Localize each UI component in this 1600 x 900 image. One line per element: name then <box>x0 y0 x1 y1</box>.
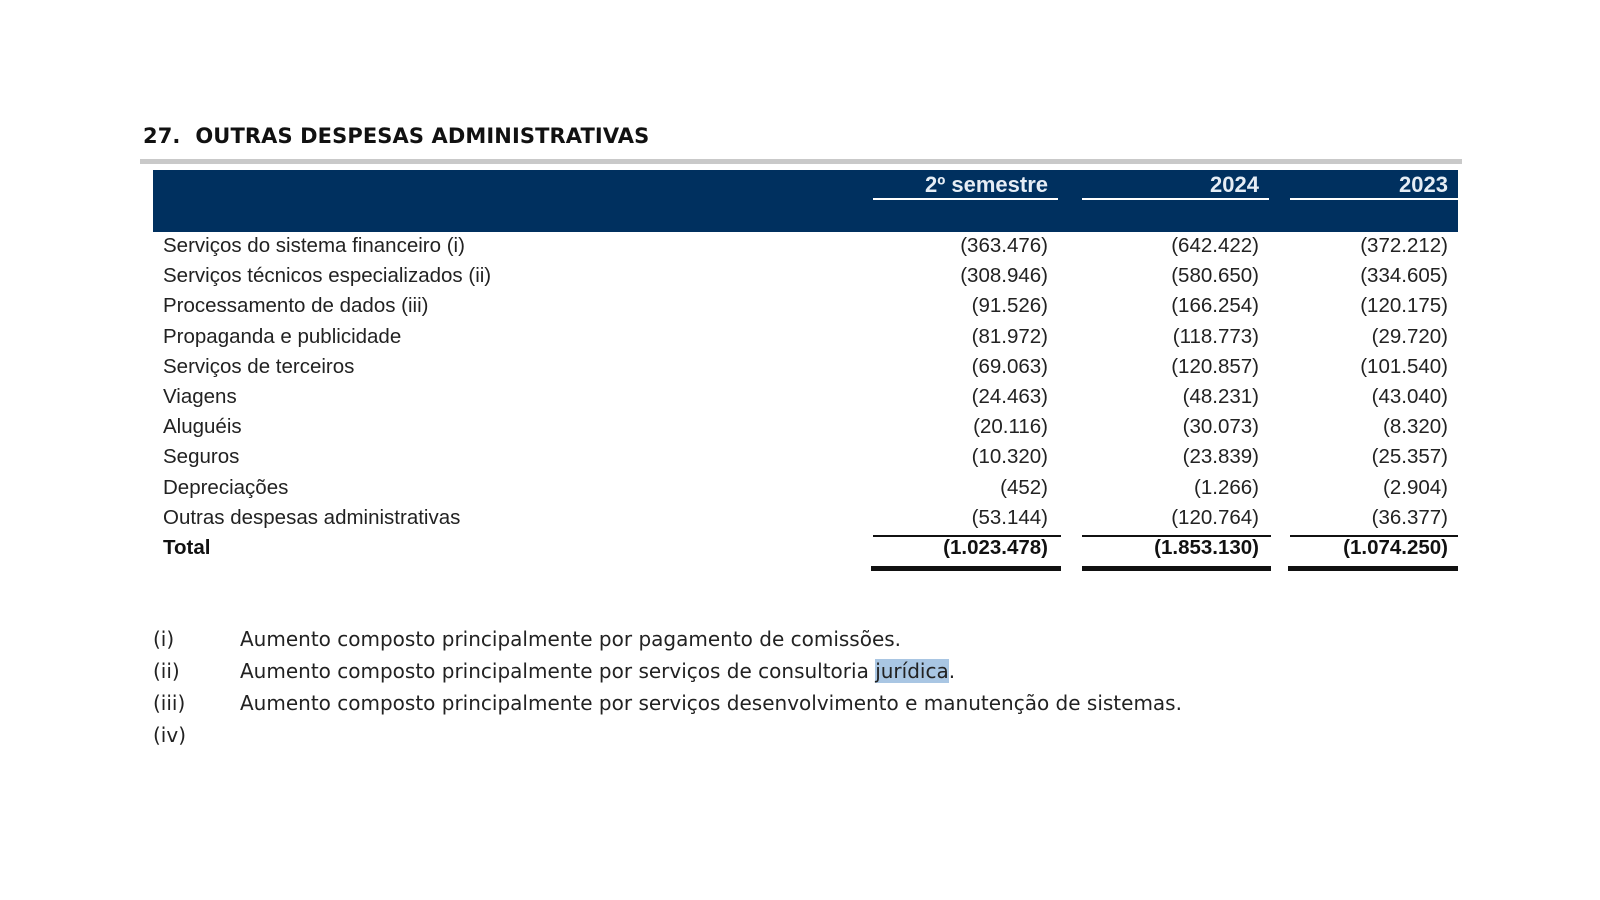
total-double-rule-col2 <box>1082 566 1271 571</box>
row-value: (334.605) <box>1360 264 1448 287</box>
row-value: (30.073) <box>1182 415 1259 438</box>
row-label: Serviços de terceiros <box>163 355 355 378</box>
total-value: (1.853.130) <box>1154 536 1259 559</box>
row-value: (308.946) <box>960 264 1048 287</box>
footnote-mark: (iii) <box>153 691 186 715</box>
row-value: (166.254) <box>1171 294 1259 317</box>
row-value: (53.144) <box>971 506 1048 529</box>
table-row <box>163 383 1459 411</box>
column-header-2023: 2023 <box>1290 172 1458 200</box>
row-value: (8.320) <box>1383 415 1448 438</box>
total-label: Total <box>163 536 211 559</box>
table-row <box>163 292 1459 320</box>
footnote-text-end: . <box>948 659 956 683</box>
row-label: Seguros <box>163 445 240 468</box>
footnote-text: Aumento composto principalmente por serviços de consultoria <box>240 659 876 683</box>
row-value: (120.764) <box>1171 506 1259 529</box>
row-label: Outras despesas administrativas <box>163 506 461 529</box>
row-label: Aluguéis <box>163 415 242 438</box>
row-value: (1.266) <box>1194 476 1259 499</box>
subtotal-rule-col1 <box>873 535 1061 537</box>
row-value: (580.650) <box>1171 264 1259 287</box>
row-value: (36.377) <box>1371 506 1448 529</box>
row-value: (25.357) <box>1371 445 1448 468</box>
table-total-row <box>163 534 1459 562</box>
table-row <box>163 413 1459 441</box>
row-label: Propaganda e publicidade <box>163 325 402 348</box>
row-value: (10.320) <box>971 445 1048 468</box>
footnote-mark: (ii) <box>153 659 180 683</box>
total-double-rule-col3 <box>1288 566 1458 571</box>
footnote-iii <box>153 688 1253 718</box>
total-value: (1.023.478) <box>943 536 1048 559</box>
row-value: (91.526) <box>971 294 1048 317</box>
section-title <box>143 124 649 148</box>
row-value: (24.463) <box>971 385 1048 408</box>
row-value: (101.540) <box>1360 355 1448 378</box>
row-label: Processamento de dados (iii) <box>163 294 429 317</box>
subtotal-rule-col3 <box>1290 535 1458 537</box>
row-value: (118.773) <box>1172 325 1259 348</box>
row-value: (642.422) <box>1171 234 1259 257</box>
section-title-text: OUTRAS DESPESAS ADMINISTRATIVAS <box>195 124 650 148</box>
table-row <box>163 323 1459 351</box>
footnote-text-wrap <box>240 656 955 686</box>
row-value: (452) <box>1000 476 1048 499</box>
row-value: (120.175) <box>1360 294 1448 317</box>
total-value: (1.074.250) <box>1343 536 1448 559</box>
footnote-iv <box>153 720 1253 750</box>
column-header-2024: 2024 <box>1082 172 1269 200</box>
title-divider <box>140 159 1462 164</box>
row-value: (48.231) <box>1182 385 1259 408</box>
row-value: (69.063) <box>971 355 1048 378</box>
row-value: (29.720) <box>1371 325 1448 348</box>
row-value: (120.857) <box>1171 355 1259 378</box>
footnote-text: Aumento composto principalmente por serviços desenvolvimento e manutenção de sistemas. <box>240 691 1182 715</box>
section-number: 27. <box>143 124 181 148</box>
row-value: (81.972) <box>971 325 1048 348</box>
total-double-rule-col1 <box>871 566 1061 571</box>
footnote-i <box>153 624 1253 654</box>
footnote-mark: (iv) <box>153 723 186 747</box>
footnote-ii <box>153 656 1253 686</box>
table-row <box>163 504 1459 532</box>
column-header-2o-semestre: 2º semestre <box>873 172 1058 200</box>
footnote-text: Aumento composto principalmente por pagamento de comissões. <box>240 627 902 651</box>
table-row <box>163 474 1459 502</box>
row-label: Viagens <box>163 385 237 408</box>
row-value: (2.904) <box>1383 476 1448 499</box>
footnote-mark: (i) <box>153 627 175 651</box>
table-row <box>163 353 1459 381</box>
row-value: (363.476) <box>960 234 1048 257</box>
row-value: (43.040) <box>1371 385 1448 408</box>
row-value: (20.116) <box>973 415 1048 438</box>
row-value: (23.839) <box>1182 445 1259 468</box>
table-row <box>163 443 1459 471</box>
subtotal-rule-col2 <box>1082 535 1271 537</box>
row-label: Serviços do sistema financeiro (i) <box>163 234 465 257</box>
row-label: Serviços técnicos especializados (ii) <box>163 264 492 287</box>
row-label: Depreciações <box>163 476 289 499</box>
table-row <box>163 232 1459 260</box>
row-value: (372.212) <box>1360 234 1448 257</box>
highlighted-word[interactable]: jurídica <box>875 659 949 683</box>
table-row <box>163 262 1459 290</box>
